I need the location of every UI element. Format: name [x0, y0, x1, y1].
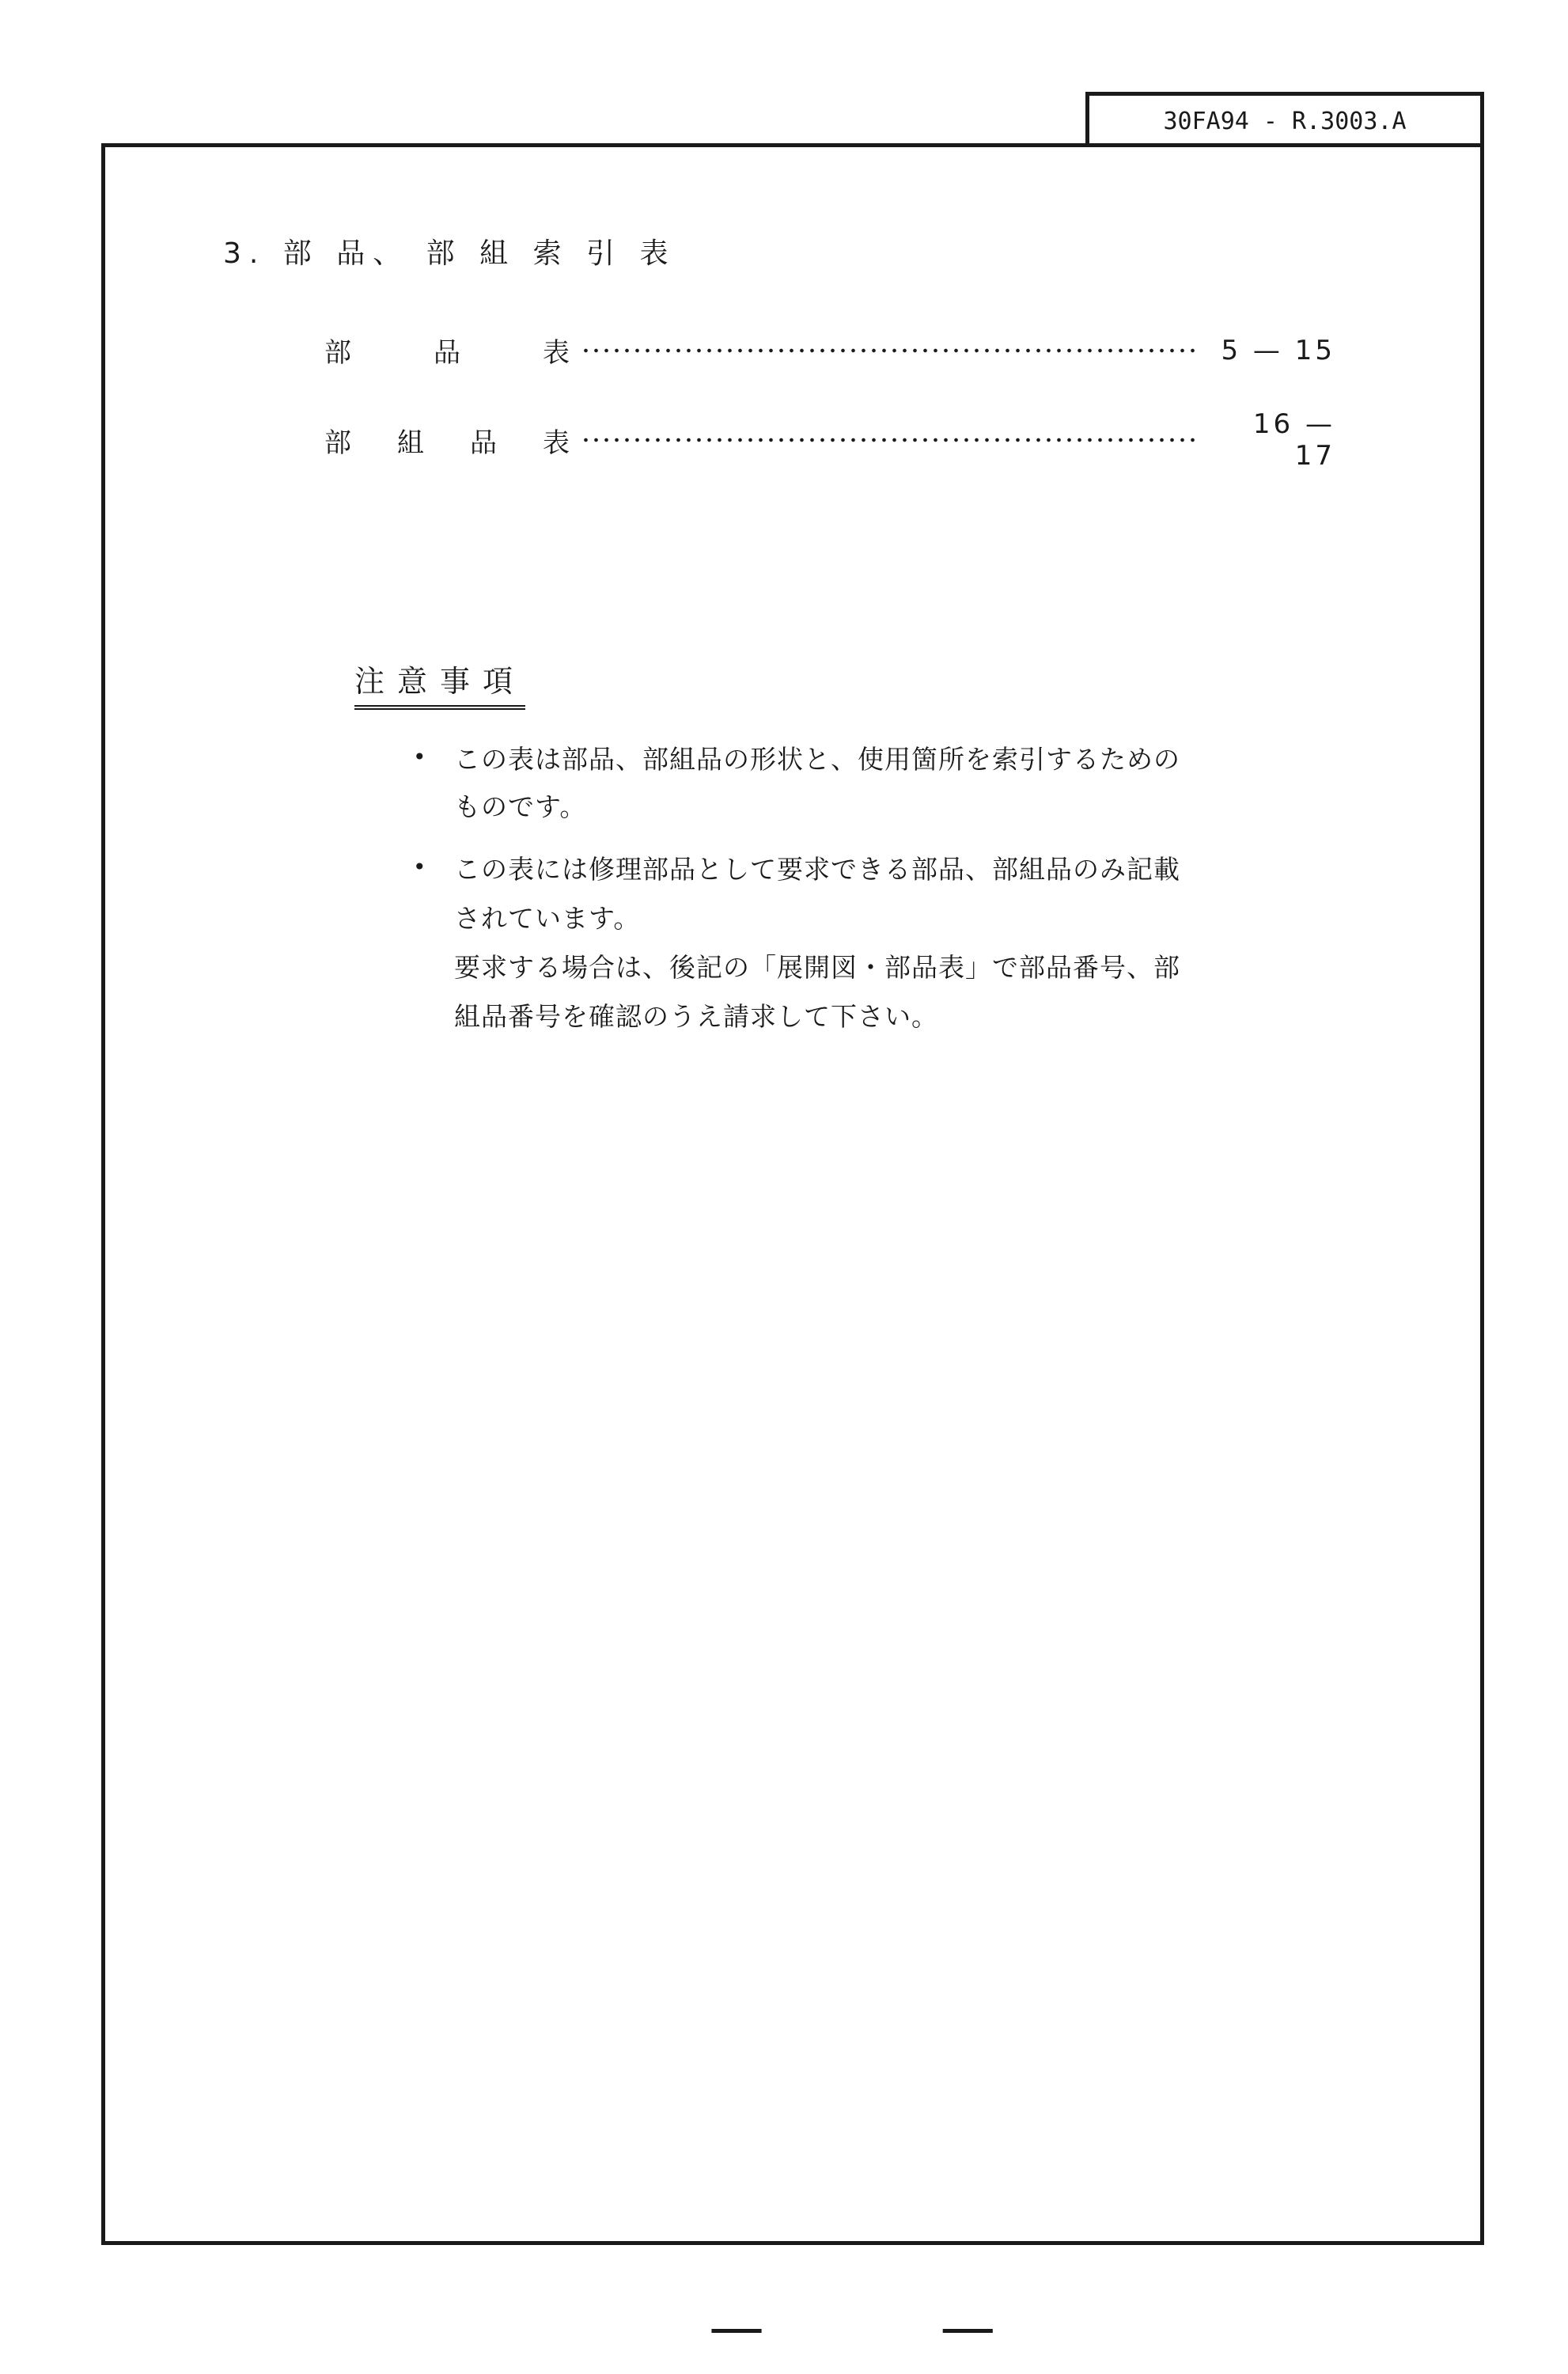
note-bullet: •: [413, 744, 426, 770]
toc-row-parts-list: [324, 331, 1335, 370]
toc-label-char: 組: [397, 427, 424, 459]
toc-label-char: 表: [543, 427, 570, 459]
toc-label: [324, 331, 570, 370]
toc-label-char: 部: [324, 427, 351, 459]
toc-row-subassembly-list: [324, 408, 1335, 472]
toc-label-char: 品: [434, 337, 460, 369]
toc-page-range: 16 — 17: [1252, 408, 1335, 472]
notes-heading: 注意事項: [354, 657, 525, 710]
note-line: されています。: [454, 903, 641, 934]
page-number: — —: [709, 2295, 1075, 2360]
note-line: 組品番号を確認のうえ請求して下さい。: [454, 1001, 938, 1032]
toc-label-char: 品: [470, 427, 497, 459]
section-title: 3. 部 品、 部 組 索 引 表: [223, 237, 676, 270]
note-line: 要求する場合は、後記の「展開図・部品表」で部品番号、部: [454, 952, 1180, 983]
note-bullet: •: [413, 854, 426, 880]
toc-label: [324, 421, 570, 460]
document-number: 30FA94 - R.3003.A: [1163, 108, 1407, 135]
note-line: ものです。: [454, 791, 587, 822]
note-line: この表には修理部品として要求できる部品、部組品のみ記載: [454, 854, 1180, 885]
toc-page-range: 5 — 15: [1221, 334, 1335, 366]
toc-leader-dots: [581, 348, 1198, 353]
document-number-box: [1085, 92, 1484, 147]
note-line: この表は部品、部組品の形状と、使用箇所を索引するための: [454, 744, 1180, 775]
toc-leader-dots: [581, 438, 1198, 442]
toc-label-char: 表: [543, 337, 570, 369]
toc-label-char: 部: [324, 337, 351, 369]
